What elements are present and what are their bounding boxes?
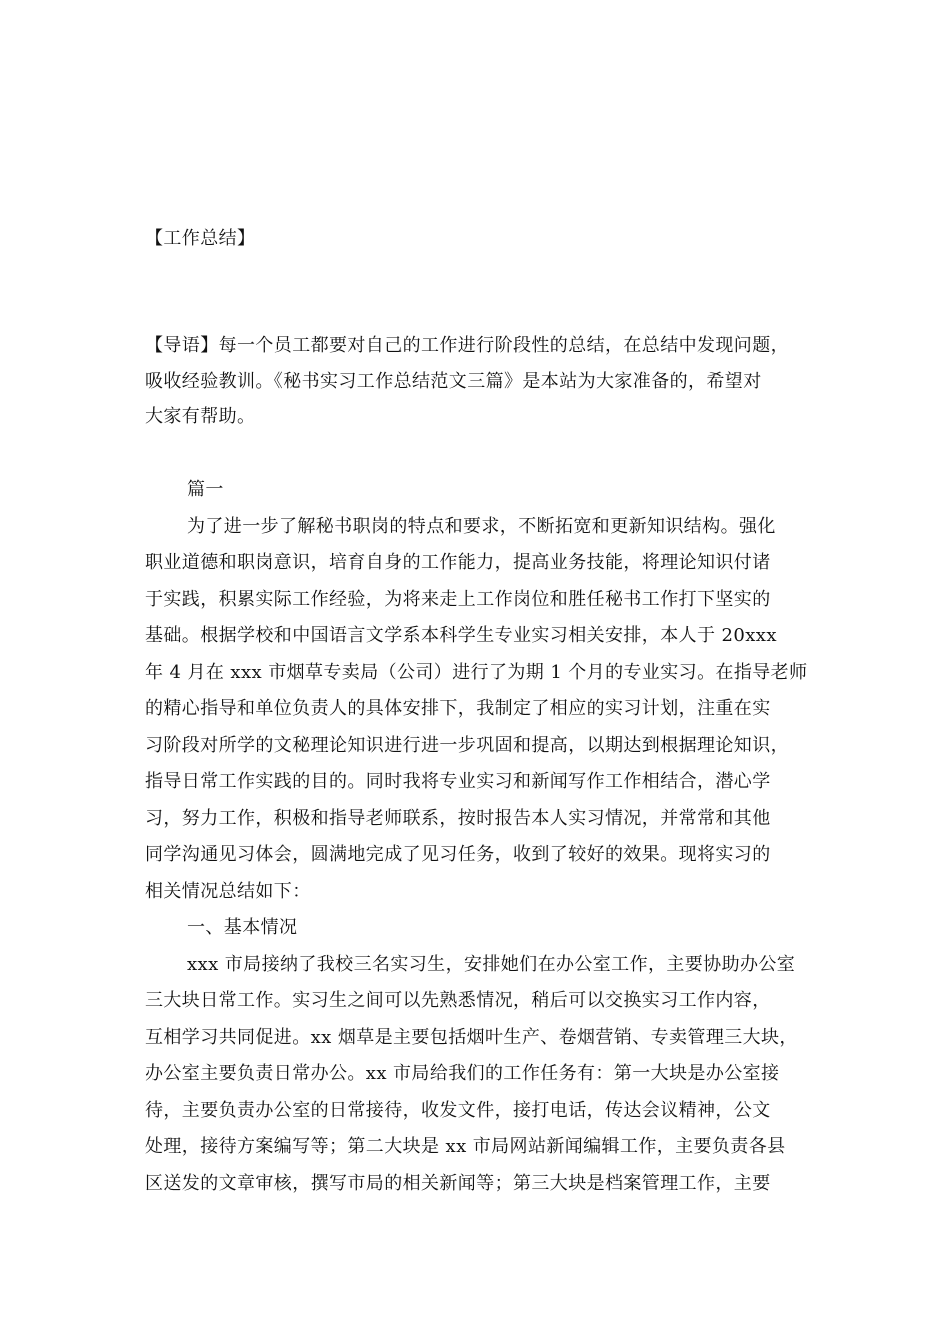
intro-line: 【导语】每一个员工都要对自己的工作进行阶段性的总结，在总结中发现问题， <box>145 335 789 356</box>
paragraph-line: xxx 市局接纳了我校三名实习生，安排她们在办公室工作，主要协助办公室 <box>187 953 796 975</box>
intro-line: 吸收经验教训。《秘书实习工作总结范文三篇》是本站为大家准备的，希望对 <box>145 370 762 392</box>
paragraph-line: 为了进一步了解秘书职岗的特点和要求，不断拓宽和更新知识结构。强化 <box>187 515 776 537</box>
paragraph-line: 习，努力工作，积极和指导老师联系，按时报告本人实习情况，并常常和其他 <box>145 807 771 829</box>
paragraph-line: 互相学习共同促进。xx 烟草是主要包括烟叶生产、卷烟营销、专卖管理三大块， <box>145 1026 798 1048</box>
paragraph-line: 办公室主要负责日常办公。xx 市局给我们的工作任务有：第一大块是办公室接 <box>145 1063 780 1084</box>
paragraph-line: 习阶段对所学的文秘理论知识进行进一步巩固和提高，以期达到根据理论知识， <box>145 734 789 756</box>
subsection-heading: 一、基本情况 <box>187 917 298 938</box>
paragraph-line: 年 4 月在 xxx 市烟草专卖局（公司）进行了为期 1 个月的专业实习。在指导老师 <box>145 661 808 683</box>
paragraph-line: 职业道德和职岗意识，培育自身的工作能力，提高业务技能，将理论知识付诸 <box>145 552 771 573</box>
paragraph-line: 于实践，积累实际工作经验，为将来走上工作岗位和胜任秘书工作打下坚实的 <box>145 588 771 610</box>
paragraph-line: 三大块日常工作。实习生之间可以先熟悉情况，稍后可以交换实习工作内容， <box>145 990 771 1011</box>
section-tag: 【工作总结】 <box>145 228 256 249</box>
paragraph-line: 同学沟通见习体会，圆满地完成了见习任务，收到了较好的效果。现将实习的 <box>145 844 771 865</box>
paragraph-line: 的精心指导和单位负责人的具体安排下，我制定了相应的实习计划，注重在实 <box>145 698 771 719</box>
paragraph-line: 相关情况总结如下： <box>145 880 311 902</box>
paragraph-line: 待，主要负责办公室的日常接待，收发文件，接打电话，传达会议精神，公文 <box>145 1099 771 1121</box>
paragraph-line: 指导日常工作实践的目的。同时我将专业实习和新闻写作工作相结合，潜心学 <box>145 771 771 792</box>
body-text <box>145 472 825 1202</box>
chapter-heading: 篇一 <box>187 479 224 500</box>
intro-paragraph <box>145 328 825 435</box>
paragraph-line: 处理，接待方案编写等；第二大块是 xx 市局网站新闻编辑工作，主要负责各县 <box>145 1136 786 1157</box>
paragraph-line: 基础。根据学校和中国语言文学系本科学生专业实习相关安排，本人于 20xxx <box>145 625 777 646</box>
intro-line: 大家有帮助。 <box>145 406 256 427</box>
paragraph-line: 区送发的文章审核，撰写市局的相关新闻等；第三大块是档案管理工作，主要 <box>145 1172 771 1194</box>
